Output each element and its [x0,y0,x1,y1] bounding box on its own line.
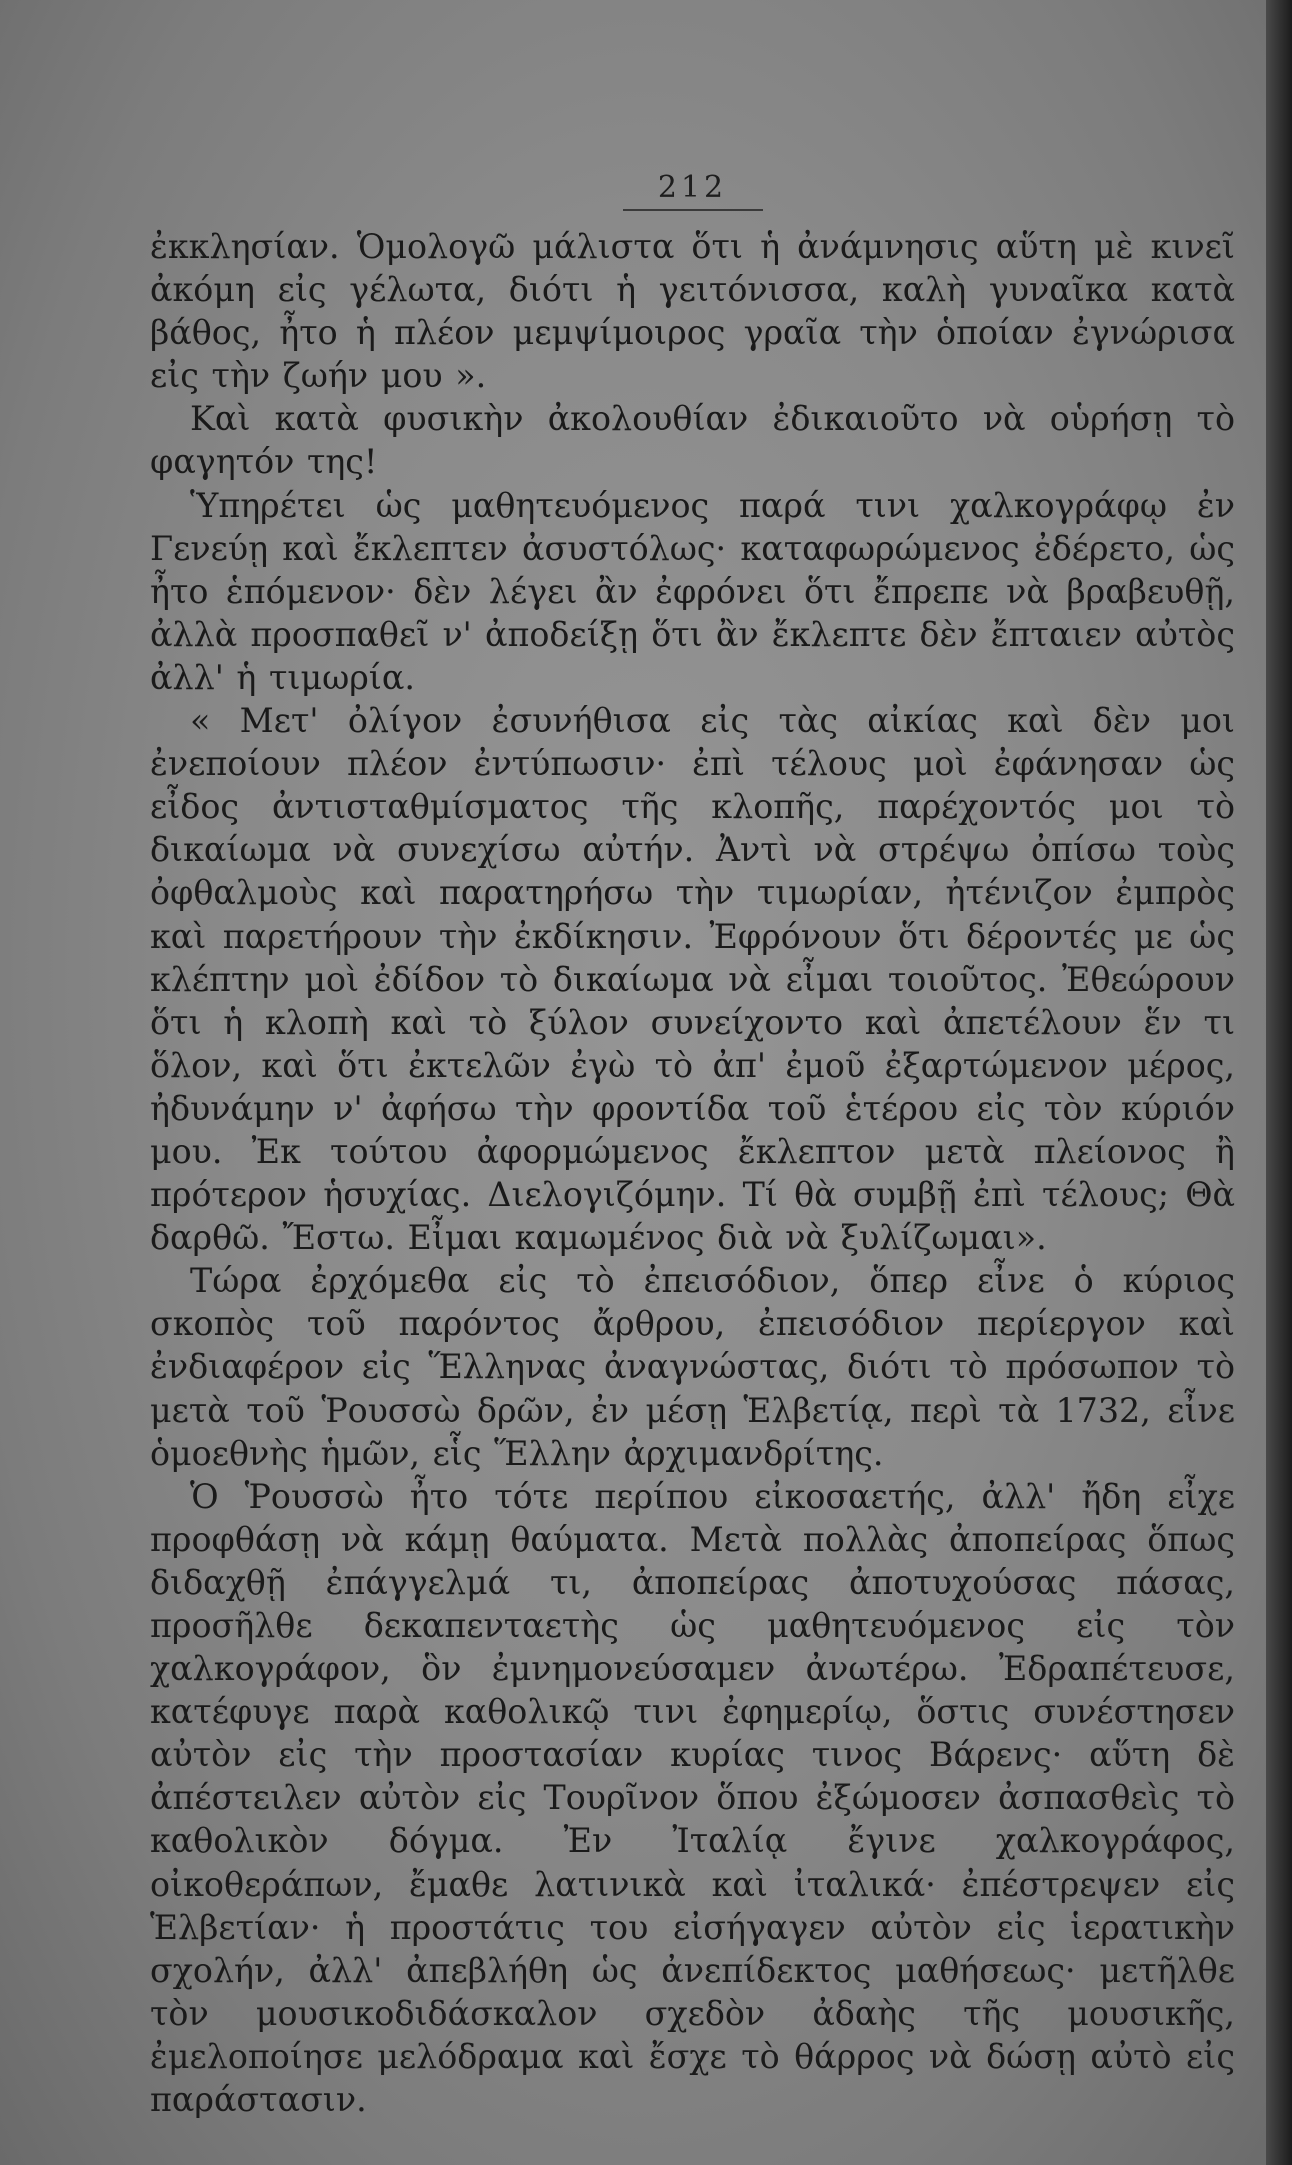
paragraph-5: Τώρα ἐρχόμεθα εἰς τὸ ἐπεισόδιον, ὅπερ εἶνε ὁ κύριος σκοπὸς τοῦ παρόντος ἄρθρου, ἐπεισόδιον περίεργον καὶ ἐνδιαφέρον εἰς Ἕλληνας ἀναγνώστας, διότι τὸ πρόσωπον τὸ μετὰ τοῦ Ῥουσσὼ δρῶν, ἐν μέσῃ Ἑλβετίᾳ, περὶ τὰ 1732, εἶνε ὁμοεθνὴς ἡμῶν, εἷς Ἕλλην ἀρχιμανδρίτης. [150,1261,1235,1473]
paragraph-1: ἐκκλησίαν. Ὁμολογῶ μάλιστα ὅτι ἡ ἀνάμνησις αὕτη μὲ κινεῖ ἀκόμη εἰς γέλωτα, διότι ἡ γειτόνισσα, καλὴ γυναῖκα κατὰ βάθος, ἦτο ἡ πλέον μεμψίμοιρος γραῖα τὴν ὁποίαν ἐγνώρισα εἰς τὴν ζωήν μου ». [150,227,1235,396]
paragraph-2: Καὶ κατὰ φυσικὴν ἀκολουθίαν ἐδικαιοῦτο νὰ οὑρήσῃ τὸ φαγητόν της! [150,399,1235,482]
paragraph-3: Ὑπηρέτει ὡς μαθητευόμενος παρά τινι χαλκογράφῳ ἐν Γενεύῃ καὶ ἔκλεπτεν ἀσυστόλως· καταφωρώμενος ἐδέρετο, ὡς ἦτο ἑπόμενον· δὲν λέγει ἂν ἐφρόνει ὅτι ἔπρεπε νὰ βραβευθῇ, ἀλλὰ προσπαθεῖ ν' ἀποδείξῃ ὅτι ἂν ἔκλεπτε δὲν ἔπταιεν αὐτὸς ἀλλ' ἡ τιμωρία. [150,485,1235,697]
book-page [150,170,1235,2121]
page-edge-shadow [1266,0,1292,2165]
page-number: 212 [657,170,728,205]
paragraph-4-quote: « Μετ' ὀλίγον ἐσυνήθισα εἰς τὰς αἰκίας καὶ δὲν μοι ἐνεποίουν πλέον ἐντύπωσιν· ἐπὶ τέλους μοὶ ἐφάνησαν ὡς εἶδος ἀντισταθμίσματος τῆς κλοπῆς, παρέχοντός μοι τὸ δικαίωμα νὰ συνεχίσω αὐτήν. Ἀντὶ νὰ στρέψω ὀπίσω τοὺς ὀφθαλμοὺς καὶ παρατηρήσω τὴν τιμωρίαν, ἠτένιζον ἐμπρὸς καὶ παρετήρουν τὴν ἐκδίκησιν. Ἐφρόνουν ὅτι δέροντές με ὡς κλέπτην μοὶ ἐδίδον τὸ δικαίωμα νὰ εἶμαι τοιοῦτος. Ἐθεώρουν ὅτι ἡ κλοπὴ καὶ τὸ ξύλον συνείχοντο καὶ ἀπετέλουν ἕν τι ὅλον, καὶ ὅτι ἐκτελῶν ἐγὼ τὸ ἀπ' ἐμοῦ ἐξαρτώμενον μέρος, ἠδυνάμην ν' ἀφήσω τὴν φροντίδα τοῦ ἑτέρου εἰς τὸν κύριόν μου. Ἐκ τούτου ἀφορμώμενος ἔκλεπτον μετὰ πλείονος ἢ πρότερον ἡσυχίας. Διελογιζόμην. Τί θὰ συμβῇ ἐπὶ τέλους; Θὰ δαρθῶ. Ἔστω. Εἶμαι καμωμένος διὰ νὰ ξυλίζωμαι». [150,701,1235,1258]
header-rule [623,209,763,211]
paragraph-6: Ὁ Ῥουσσὼ ἦτο τότε περίπου εἰκοσαετής, ἀλλ' ἤδη εἶχε προφθάσῃ νὰ κάμῃ θαύματα. Μετὰ πολλὰς ἀποπείρας ὅπως διδαχθῇ ἐπάγγελμά τι, ἀποπείρας ἀποτυχούσας πάσας, προσῆλθε δεκαπενταετὴς ὡς μαθητευόμενος εἰς τὸν χαλκογράφον, ὃν ἐμνημονεύσαμεν ἀνωτέρω. Ἐδραπέτευσε, κατέφυγε παρὰ καθολικῷ τινι ἐφημερίῳ, ὅστις συνέστησεν αὐτὸν εἰς τὴν προστασίαν κυρίας τινος Βάρενς· αὕτη δὲ ἀπέστειλεν αὐτὸν εἰς Τουρῖνον ὅπου ἐξώμοσεν ἀσπασθεὶς τὸ καθολικὸν δόγμα. Ἐν Ἰταλίᾳ ἔγινε χαλκογράφος, οἰκοθεράπων, ἔμαθε λατινικὰ καὶ ἰταλικά· ἐπέστρεψεν εἰς Ἑλβετίαν· ἡ προστάτις του εἰσήγαγεν αὐτὸν εἰς ἱερατικὴν σχολήν, ἀλλ' ἀπεβλήθη ὡς ἀνεπίδεκτος μαθήσεως· μετῆλθε τὸν μουσικοδιδάσκαλον σχεδὸν ἀδαὴς τῆς μουσικῆς, ἐμελοποίησε μελόδραμα καὶ ἔσχε τὸ θάρρος νὰ δώσῃ αὐτὸ εἰς παράστασιν. [150,1476,1235,2120]
